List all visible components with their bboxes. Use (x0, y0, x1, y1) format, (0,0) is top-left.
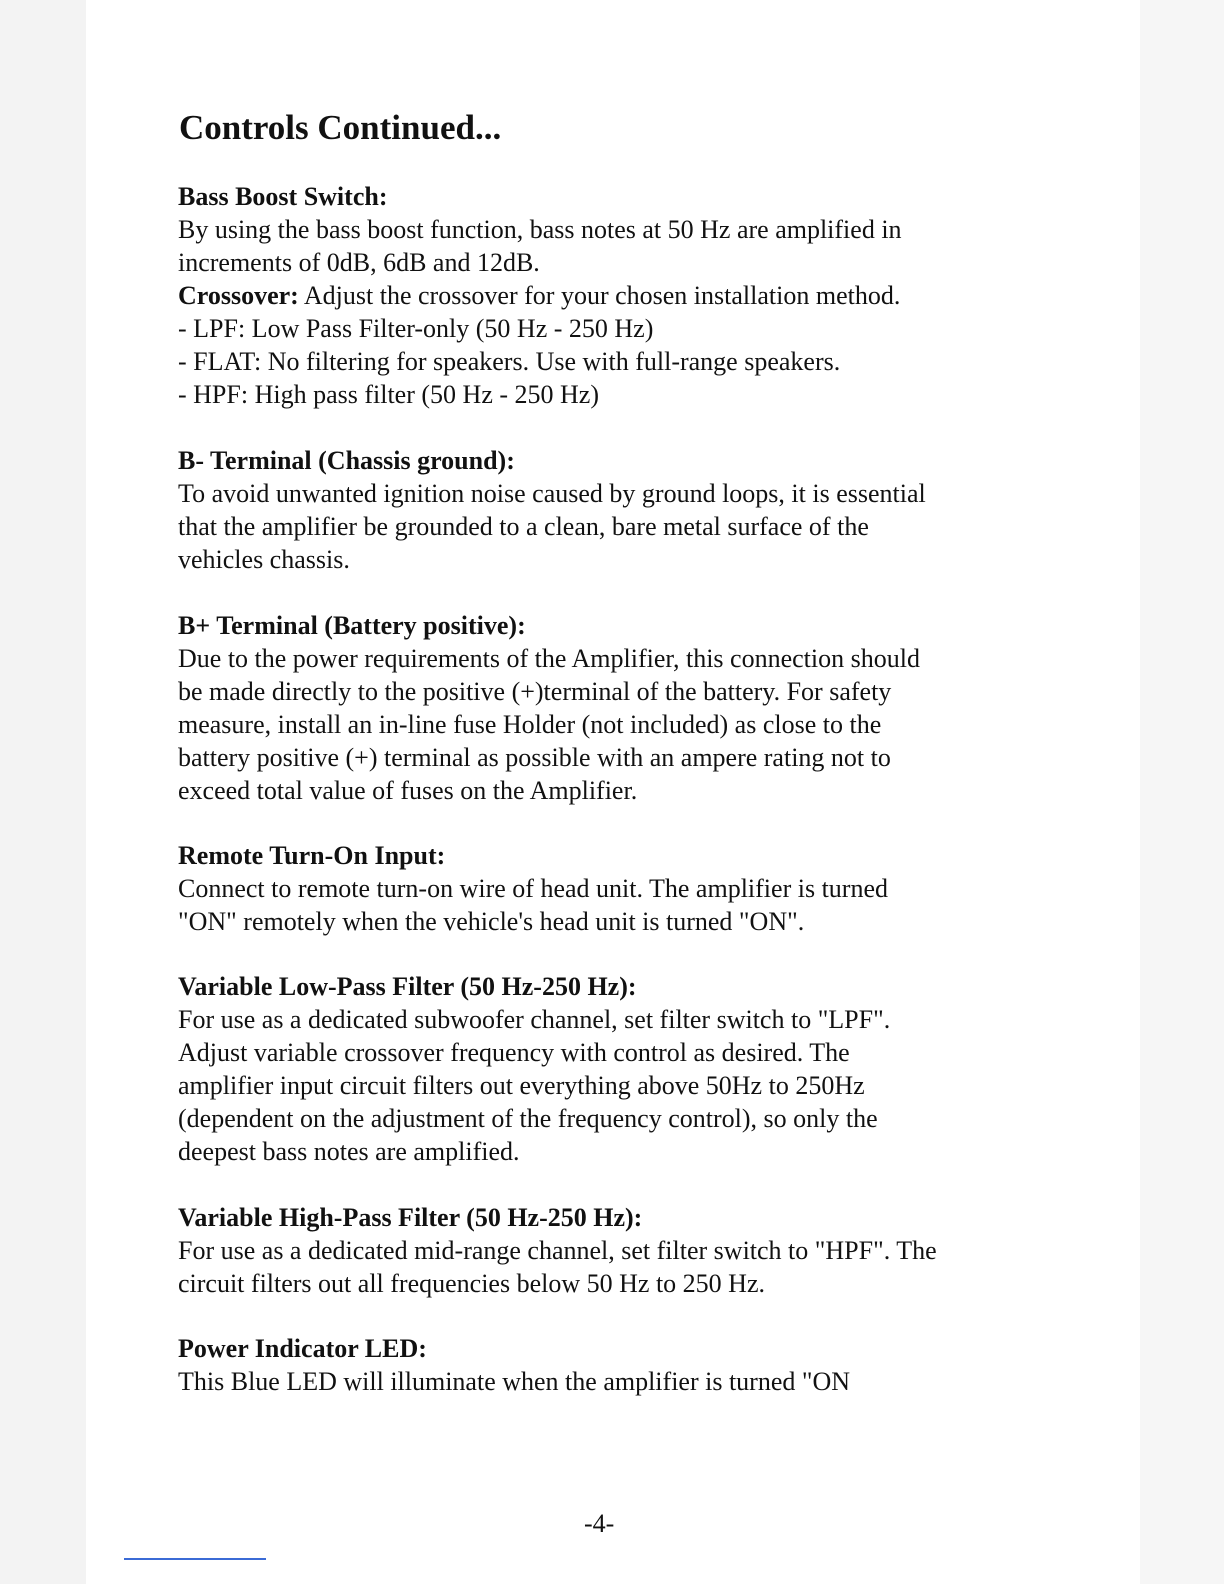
body-line: For use as a dedicated subwoofer channel, set filter switch to "LPF". (178, 1005, 891, 1034)
bass-boost-section (178, 180, 988, 411)
body-line: circuit filters out all frequencies below 50 Hz to 250 Hz. (178, 1269, 765, 1298)
manual-page (86, 0, 1140, 1584)
body-line: To avoid unwanted ignition noise caused by ground loops, it is essential (178, 479, 926, 508)
crossover-line (178, 279, 988, 312)
lpf-heading: Variable Low-Pass Filter (50 Hz-250 Hz): (178, 972, 637, 1001)
body-line: exceed total value of fuses on the Amplifier. (178, 776, 638, 805)
led-heading: Power Indicator LED: (178, 1334, 427, 1363)
footer-rule (124, 1558, 266, 1560)
body-line: By using the bass boost function, bass notes at 50 Hz are amplified in (178, 215, 902, 244)
bass-boost-heading: Bass Boost Switch: (178, 182, 388, 211)
crossover-item-lpf: - LPF: Low Pass Filter-only (50 Hz - 250 Hz) (178, 314, 654, 343)
crossover-label: Crossover: (178, 281, 299, 310)
b-plus-heading: B+ Terminal (Battery positive): (178, 611, 526, 640)
b-minus-heading: B- Terminal (Chassis ground): (178, 446, 515, 475)
body-line: vehicles chassis. (178, 545, 350, 574)
body-line: increments of 0dB, 6dB and 12dB. (178, 248, 540, 277)
page-number: -4- (584, 1509, 615, 1538)
page-title: Controls Continued... (179, 108, 502, 147)
remote-section (178, 839, 988, 938)
body-line: For use as a dedicated mid-range channel, set filter switch to "HPF". The (178, 1236, 937, 1265)
remote-heading: Remote Turn-On Input: (178, 841, 446, 870)
crossover-item-hpf: - HPF: High pass filter (50 Hz - 250 Hz) (178, 380, 599, 409)
body-line: This Blue LED will illuminate when the amplifier is turned "ON (178, 1367, 851, 1396)
body-line: (dependent on the adjustment of the frequency control), so only the (178, 1104, 878, 1133)
b-minus-section (178, 444, 988, 576)
crossover-item-flat: - FLAT: No filtering for speakers. Use with full-range speakers. (178, 347, 841, 376)
b-plus-section (178, 609, 988, 807)
hpf-heading: Variable High-Pass Filter (50 Hz-250 Hz): (178, 1203, 643, 1232)
body-line: battery positive (+) terminal as possible with an ampere rating not to (178, 743, 891, 772)
led-section (178, 1332, 988, 1398)
body-line: Due to the power requirements of the Amplifier, this connection should (178, 644, 920, 673)
scan-margin-left (0, 0, 86, 1584)
crossover-text: Adjust the crossover for your chosen installation method. (298, 281, 901, 310)
body-line: Adjust variable crossover frequency with control as desired. The (178, 1038, 850, 1067)
body-line: amplifier input circuit filters out everything above 50Hz to 250Hz (178, 1071, 865, 1100)
hpf-section (178, 1201, 988, 1300)
body-line: that the amplifier be grounded to a clean, bare metal surface of the (178, 512, 869, 541)
scan-margin-right (1140, 0, 1224, 1584)
body-line: "ON" remotely when the vehicle's head unit is turned "ON". (178, 907, 805, 936)
body-line: deepest bass notes are amplified. (178, 1137, 520, 1166)
body-line: be made directly to the positive (+)terminal of the battery. For safety (178, 677, 892, 706)
body-line: Connect to remote turn-on wire of head unit. The amplifier is turned (178, 874, 888, 903)
lpf-section (178, 970, 988, 1168)
body-line: measure, install an in-line fuse Holder (not included) as close to the (178, 710, 882, 739)
